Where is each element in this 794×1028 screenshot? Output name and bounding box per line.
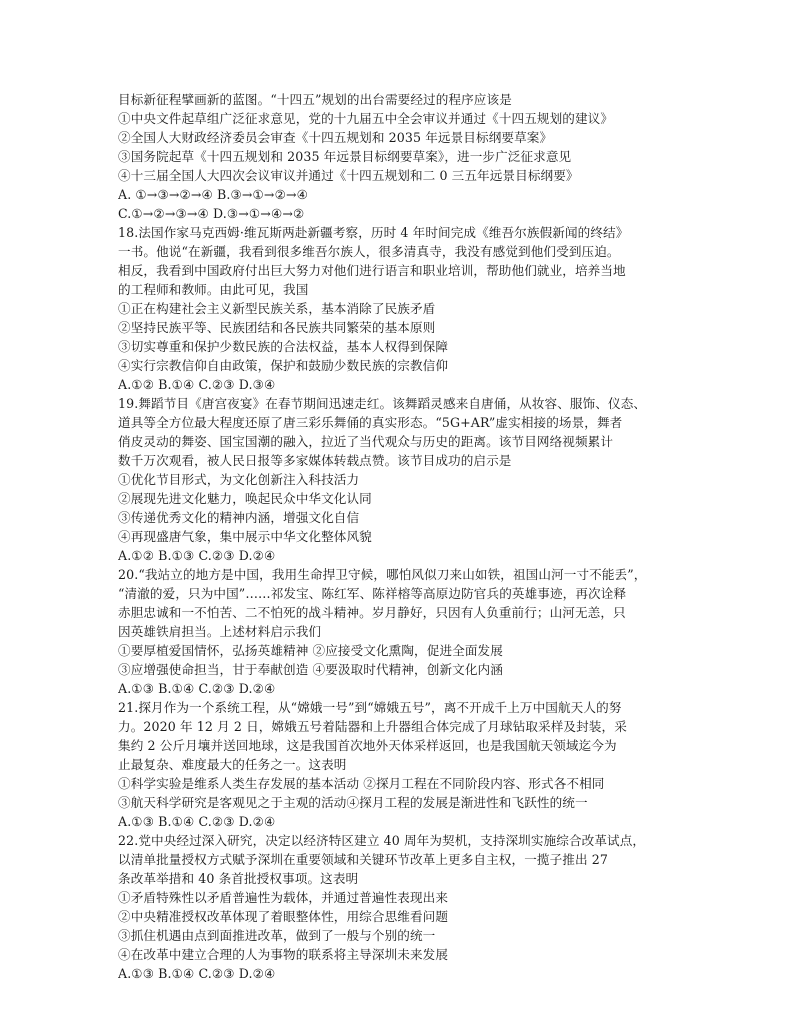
answer-choices: A.①③ B.①④ C.②③ D.②④ [118, 966, 276, 981]
question-text-line: 止最复杂、难度最大的任务之一。这表明 [118, 757, 347, 772]
options-1-2: ①要厚植爱国情怀，弘扬英雄精神 ②应接受文化熏陶，促进全面发展 [118, 643, 503, 658]
option-4: ④在改革中建立合理的人为事物的联系将主导深圳未来发展 [118, 947, 449, 962]
option-3: ③抓住机遇由点到面推进改革，做到了一般与个别的统一 [118, 928, 436, 943]
question-text-line: 目标新征程擘画新的蓝图。“十四五”规划的出台需要经过的程序应该是 [118, 92, 512, 107]
option-1: ①矛盾特殊性以矛盾普遍性为载体，并通过普遍性表现出来 [118, 890, 449, 905]
option-4: ④十三届全国人大四次会议审议并通过《十四五规划和二 0 三五年远景目标纲要》 [118, 168, 579, 183]
question-text-line: “清澈的爱，只为中国”……祁发宝、陈红军、陈祥榕等高原边防官兵的英雄事迹，再次诠释 [118, 586, 627, 601]
options-3-4: ③航天科学研究是客观见之于主观的活动④探月工程的发展是渐进性和飞跃性的统一 [118, 795, 588, 810]
answer-choices: A.①③ B.①④ C.②③ D.②④ [118, 814, 276, 829]
question-text-line: 19.舞蹈节目《唐宫夜宴》在春节期间迅速走红。该舞蹈灵感来自唐俑，从妆容、服饰、仪态、 [118, 396, 647, 411]
question-text-line: 以清单批量授权方式赋予深圳在重要领域和关键环节改革上更多自主权，一揽子推出 27 [118, 852, 608, 867]
question-text-line: 道具等全方位最大程度还原了唐三彩乐舞俑的真实形态。“5G+AR”虚实相接的场景，舞者 [118, 415, 623, 430]
options-3-4: ③应增强使命担当，甘于奉献创造 ④要汲取时代精神，创新文化内涵 [118, 662, 503, 677]
option-1: ①中央文件起草组广泛征求意见，党的十九届五中全会审议并通过《十四五规划的建议》 [118, 111, 614, 126]
option-1: ①正在构建社会主义新型民族关系，基本消除了民族矛盾 [118, 301, 436, 316]
question-text-line: 18.法国作家马克西姆·维瓦斯两赴新疆考察，历时 4 年时间完成《维吾尔族假新闻的终结》 [118, 225, 629, 240]
question-text-line: 条改革举措和 40 条首批授权事项。这表明 [118, 871, 359, 886]
question-22 [118, 831, 678, 983]
question-text-line: 因英雄铁肩担当。上述材料启示我们 [118, 624, 322, 639]
answer-choices: A. ①→③→②→④ B.③→①→②→④ [118, 187, 308, 202]
question-18 [118, 223, 678, 394]
option-2: ②坚持民族平等、民族团结和各民族共同繁荣的基本原则 [118, 320, 436, 335]
question-20 [118, 565, 678, 698]
question-text-line: 俏皮灵动的舞姿、国宝国潮的融入，拉近了当代观众与历史的距离。该节目网络视频累计 [118, 434, 614, 449]
question-text-line: 21.探月作为一个系统工程，从“嫦娥一号”到“嫦娥五号”，离不开成千上万中国航天人的努 [118, 700, 622, 715]
option-4: ④再现盛唐气象，集中展示中华文化整体风貌 [118, 529, 372, 544]
option-3: ③切实尊重和保护少数民族的合法权益，基本人权得到保障 [118, 339, 449, 354]
question-21 [118, 698, 678, 831]
question-text-line: 赤胆忠诚和一不怕苦、二不怕死的战斗精神。岁月静好，只因有人负重前行；山河无恙，只 [118, 605, 626, 620]
question-17-continued [118, 90, 678, 223]
question-text-line: 力。2020 年 12 月 2 日，嫦娥五号着陆器和上升器组合体完成了月球钻取采样及封装，采 [118, 719, 627, 734]
question-text-line: 相反，我看到中国政府付出巨大努力对他们进行语言和职业培训，帮助他们就业，培养当地 [118, 263, 626, 278]
question-text-line: 集约 2 公斤月壤并送回地球，这是我国首次地外天体采样返回，也是我国航天领域迄今为 [118, 738, 617, 753]
option-1: ①优化节目形式，为文化创新注入科技活力 [118, 472, 360, 487]
option-2: ②展现先进文化魅力，唤起民众中华文化认同 [118, 491, 372, 506]
answer-choices: C.①→②→③→④ D.③→①→④→② [118, 206, 305, 221]
question-text-line: 20.“我站立的地方是中国，我用生命捍卫守候，哪怕风似刀来山如铁，祖国山河一寸不能丢”， [118, 567, 647, 582]
question-text-line: 22.党中央经过深入研究，决定以经济特区建立 40 周年为契机，支持深圳实施综合改革试点， [118, 833, 646, 848]
question-text-line: 的工程师和教师。由此可见，我国 [118, 282, 309, 297]
option-4: ④实行宗教信仰自由政策，保护和鼓励少数民族的宗教信仰 [118, 358, 449, 373]
exam-content [118, 90, 678, 983]
question-text-line: 一书。他说“在新疆，我看到很多维吾尔族人，很多清真寺，我没有感觉到他们受到压迫。 [118, 244, 620, 259]
option-2: ②全国人大财政经济委员会审查《十四五规划和 2035 年远景目标纲要草案》 [118, 130, 553, 145]
question-19 [118, 394, 678, 565]
option-3: ③国务院起草《十四五规划和 2035 年远景目标纲要草案》，进一步广泛征求意见 [118, 149, 572, 164]
answer-choices: A.①② B.①④ C.②③ D.③④ [118, 377, 276, 392]
question-text-line: 数千万次观看，被人民日报等多家媒体转载点赞。该节目成功的启示是 [118, 453, 512, 468]
answer-choices: A.①③ B.①④ C.②③ D.②④ [118, 681, 276, 696]
options-1-2: ①科学实验是维系人类生存发展的基本活动 ②探月工程在不同阶段内容、形式各不相同 [118, 776, 605, 791]
answer-choices: A.①② B.①③ C.②③ D.②④ [118, 548, 276, 563]
option-3: ③传递优秀文化的精神内涵，增强文化自信 [118, 510, 360, 525]
option-2: ②中央精准授权改革体现了着眼整体性，用综合思维看问题 [118, 909, 449, 924]
